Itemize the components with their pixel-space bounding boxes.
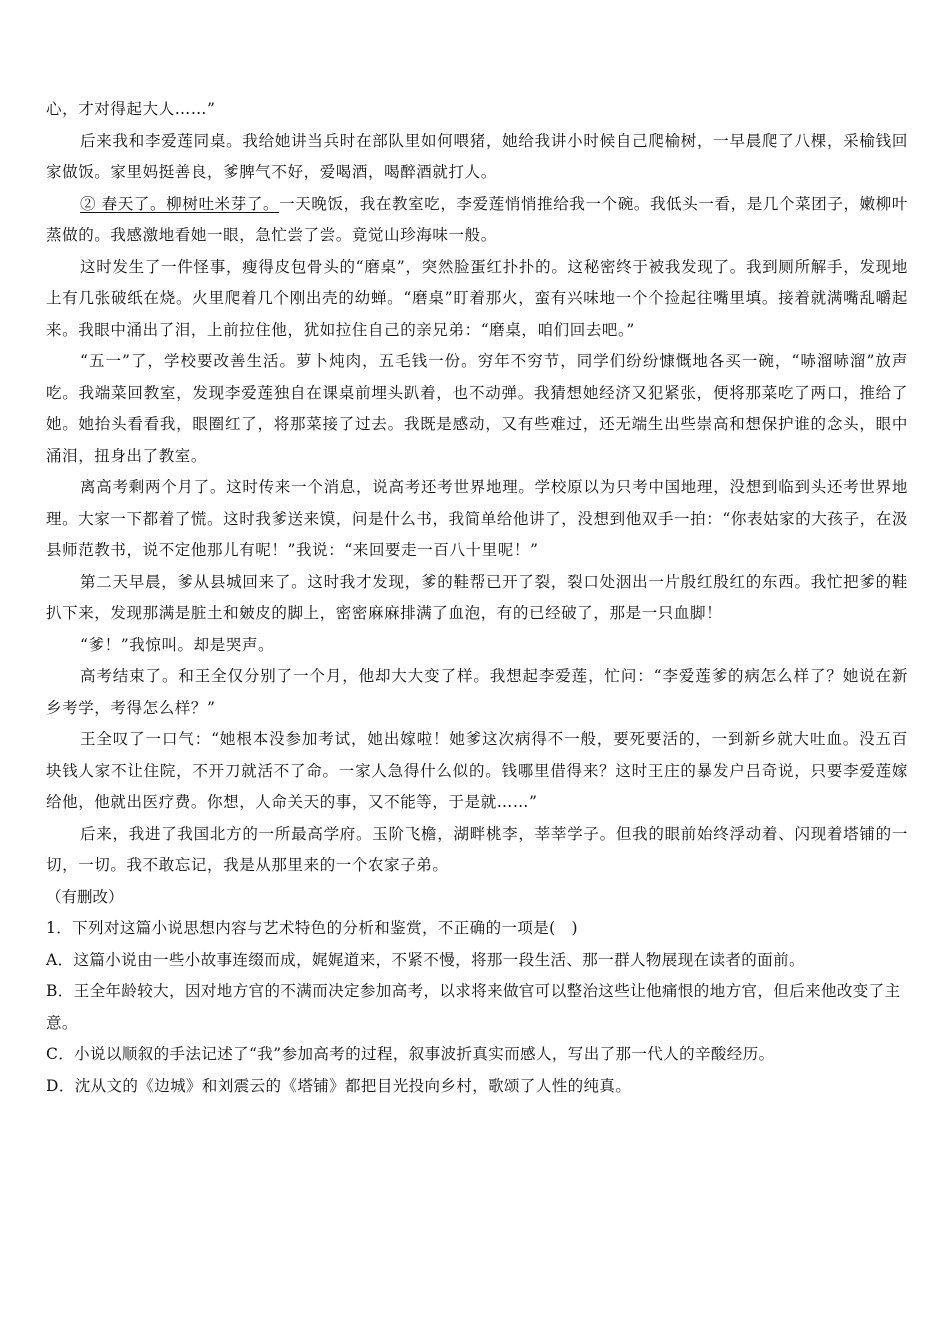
paragraph: 高考结束了。和王全仅分别了一个月，他却大大变了样。我想起李爱莲，忙问：“李爱莲爹的病怎么样了？她说在新乡考学，考得怎么样？” <box>46 667 908 717</box>
edit-note: （有删改） <box>46 887 124 906</box>
option-b: B．王全年龄较大，因对地方官的不满而决定参加高考，以求将来做官可以整治这些让他痛恨的地方官，但后来他改变了主意。 <box>46 982 901 1032</box>
option-c: C．小说以顺叙的手法记述了“我”参加高考的过程，叙事波折真实而感人，写出了那一代人的辛酸经历。 <box>46 1045 775 1063</box>
option-a: A．这篇小说由一些小故事连缀而成，娓娓道来，不紧不慢，将那一段生活、那一群人物展现在读者的面前。 <box>46 950 805 969</box>
paragraph: 后来，我进了我国北方的一所最高学府。玉阶飞檐，湖畔桃李，莘莘学子。但我的眼前始终浮动着、闪现着塔铺的一切，一切。我不敢忘记，我是从那里来的一个农家子弟。 <box>46 824 908 874</box>
document-page <box>46 94 908 1102</box>
paragraph: 王全叹了一口气：“她根本没参加考试，她出嫁啦！她爹这次病得不一般，要死要活的，一到新乡就大吐血。没五百块钱人家不让住院，不开刀就活不了命。一家人急得什么似的。钱哪里借得来？这时王庄的暴发户吕奇说，只要李爱莲嫁给他，他就出医疗费。你想，人命关天的事，又不能等，于是就……” <box>46 730 908 811</box>
paragraph: 后来我和李爱莲同桌。我给她讲当兵时在部队里如何喂猪，她给我讲小时候自己爬榆树，一早晨爬了八棵，采榆钱回家做饭。家里妈挺善良，爹脾气不好，爱喝酒，喝醉酒就打人。 <box>46 131 908 181</box>
option-d: D．沈从文的《边城》和刘震云的《塔铺》都把目光投向乡村，歌颂了人性的纯真。 <box>46 1076 632 1095</box>
question-stem: 1．下列对这篇小说思想内容与艺术特色的分析和鉴赏，不正确的一项是( ) <box>46 919 578 937</box>
paragraph: 第二天早晨，爹从县城回来了。这时我才发现，爹的鞋帮已开了裂，裂口处洇出一片殷红殷红的东西。我忙把爹的鞋扒下来，发现那满是脏土和皴皮的脚上，密密麻麻排满了血泡，有的已经破了，那是一只血脚！ <box>46 572 908 622</box>
paragraph: 离高考剩两个月了。这时传来一个消息，说高考还考世界地理。学校原以为只考中国地理，没想到临到头还考世界地理。大家一下都着了慌。这时我爹送来馍，问是什么书，我简单给他讲了，没想到他双手一拍：“你表姑家的大孩子，在汲县师范教书，说不定他那儿有呢！”我说：“来回要走一百八十里呢！” <box>46 478 908 559</box>
paragraph: 这时发生了一件怪事，瘦得皮包骨头的“磨桌”，突然脸蛋红扑扑的。这秘密终于被我发现了。我到厕所解手，发现地上有几张破纸在烧。火里爬着几个刚出壳的幼蝉。“磨桌”盯着那火，蛮有兴味地一个个捡起往嘴里填。接着就满嘴乱嚼起来。我眼中涌出了泪，上前拉住他，犹如拉住自己的亲兄弟：“磨桌，咱们回去吧。” <box>46 257 908 339</box>
underlined-sentence: ② 春天了。柳树吐米芽了。 <box>80 194 280 213</box>
paragraph: “五一”了，学校要改善生活。萝卜炖肉，五毛钱一份。穷年不穷节，同学们纷纷慷慨地各买一碗，“哧溜哧溜”放声吃。我端菜回教室，发现李爱莲独自在课桌前埋头趴着，也不动弹。我猜想她经济又犯紧张，便将那菜吃了两口，推给了她。她抬头看看我，眼圈红了，将那菜接了过去。我既是感动，又有些难过，还无端生出些崇高和想保护谁的念头，眼中涌泪，扭身出了教室。 <box>46 352 908 465</box>
paragraph-continuation: 心，才对得起大人……” <box>46 100 216 118</box>
paragraph-with-underlined-sentence <box>46 189 908 252</box>
paragraph-text: 一天晚饭，我在教室吃，李爱莲悄悄推给我一个碗。我低头一看，是几个菜团子，嫩柳叶蒸做的。我感激地看她一眼，急忙尝了尝。竟觉山珍海味一般。 <box>46 194 908 244</box>
paragraph: “爹！”我惊叫。却是哭声。 <box>80 635 275 654</box>
